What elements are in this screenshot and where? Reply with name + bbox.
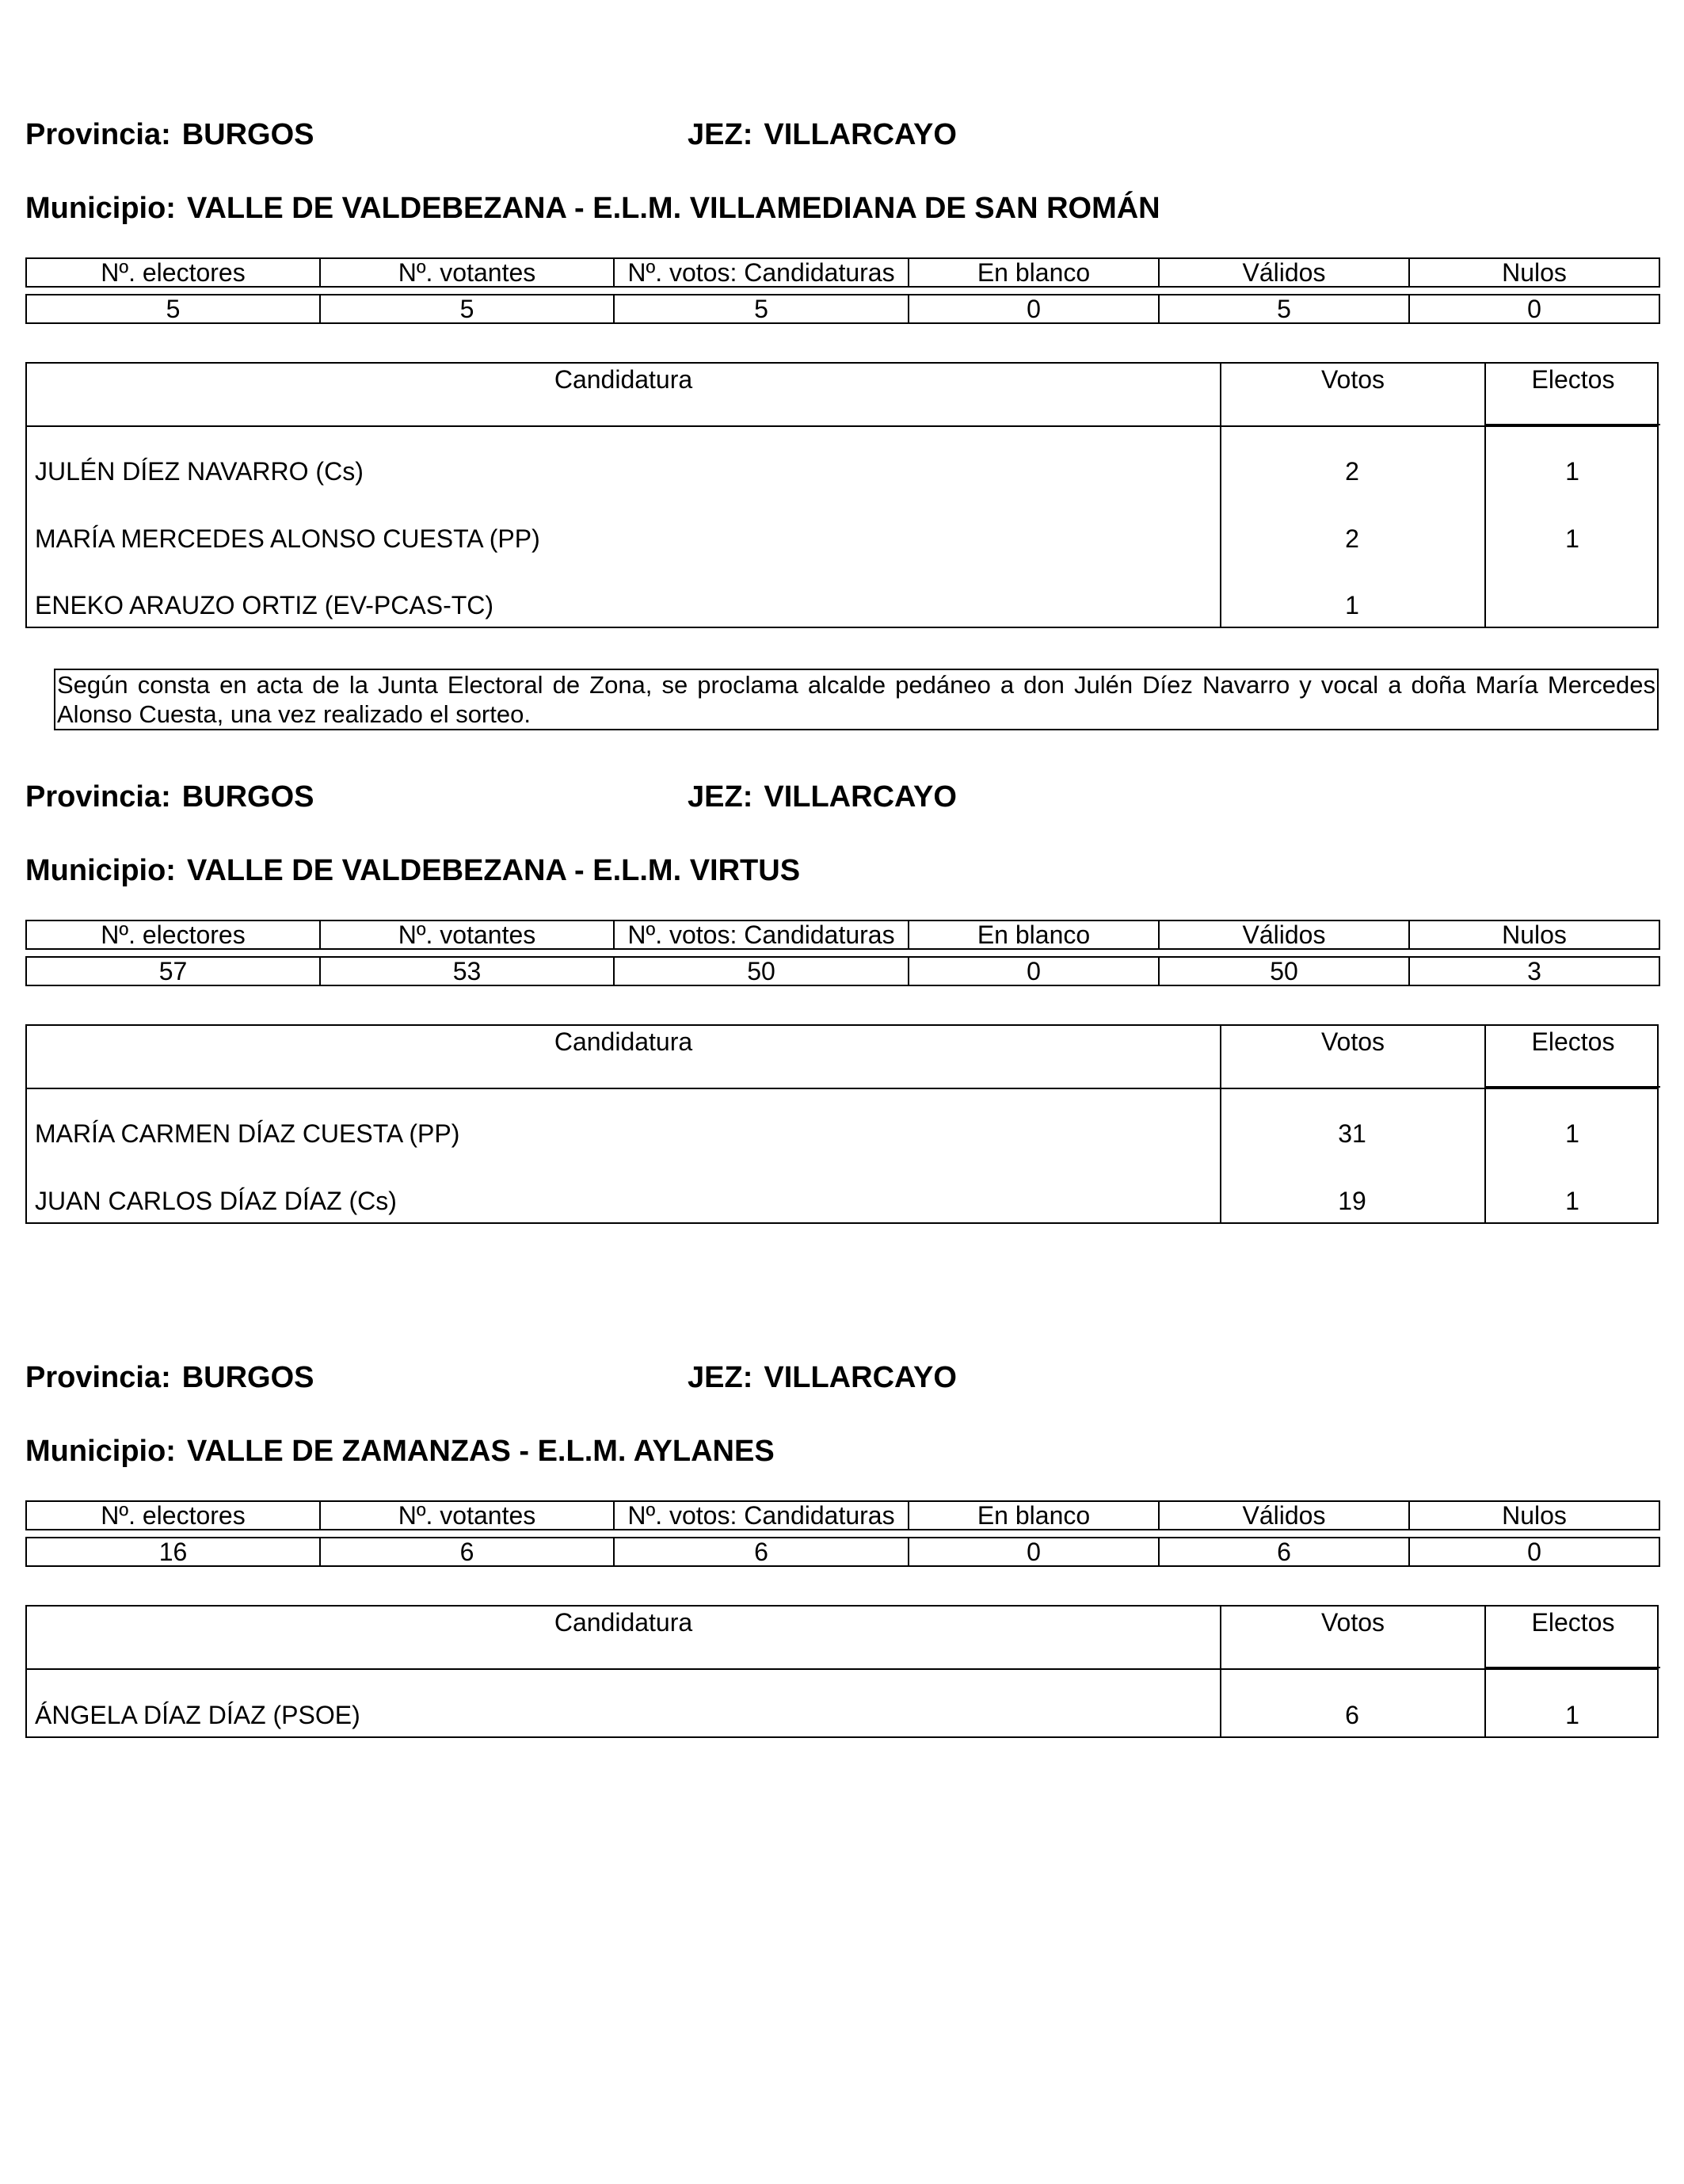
candidate-votos: 1 xyxy=(1345,591,1359,619)
candidate-row xyxy=(27,1157,1657,1224)
jez-value: VILLARCAYO xyxy=(764,118,957,151)
provincia-label: Provincia: xyxy=(25,118,171,151)
jez-label: JEZ: xyxy=(688,1361,753,1394)
stat-header: Nº. electores xyxy=(26,920,320,949)
candidates-header xyxy=(27,364,1657,427)
stat-value: 50 xyxy=(1159,957,1409,985)
stat-value: 5 xyxy=(614,295,909,323)
stat-header: Nº. votos: Candidaturas xyxy=(614,920,909,949)
stat-header: Nº. electores xyxy=(26,1501,320,1530)
stats-header-row xyxy=(26,1501,1659,1530)
jez-label: JEZ: xyxy=(688,780,753,814)
candidates-table xyxy=(25,362,1659,628)
stat-header: Nulos xyxy=(1409,258,1659,287)
header-electos: Electos xyxy=(1484,1607,1660,1668)
stats-header-row xyxy=(26,258,1659,287)
stats-header-row xyxy=(26,920,1659,949)
stat-header: Válidos xyxy=(1159,258,1409,287)
candidate-votos: 6 xyxy=(1345,1701,1359,1729)
jez-label: JEZ: xyxy=(688,118,753,151)
candidate-electos: 1 xyxy=(1565,1119,1579,1148)
candidates-table xyxy=(25,1024,1659,1224)
stats-table xyxy=(25,257,1660,324)
proclamation-note: Según consta en acta de la Junta Electoral de Zona, se proclama alcalde pedáneo a don Julén Díez Navarro y vocal a doña María Mercedes Alonso Cuesta, una vez realizado el sorteo. xyxy=(54,669,1659,730)
stat-header: Válidos xyxy=(1159,920,1409,949)
jez-line xyxy=(688,779,957,814)
header-candidatura: Candidatura xyxy=(554,1608,693,1637)
stat-header: Nº. votantes xyxy=(320,920,614,949)
stats-table xyxy=(25,1500,1660,1567)
stat-value: 53 xyxy=(320,957,614,985)
stats-value-row xyxy=(26,957,1659,985)
candidate-votos: 31 xyxy=(1338,1119,1366,1148)
provincia-line xyxy=(25,779,957,814)
candidate-votos: 2 xyxy=(1345,457,1359,486)
municipio-label: Municipio: xyxy=(25,854,176,887)
stats-value-row xyxy=(26,295,1659,323)
jez-line xyxy=(688,1360,957,1395)
stats-value-row xyxy=(26,1538,1659,1566)
candidate-name: MARÍA MERCEDES ALONSO CUESTA (PP) xyxy=(35,524,540,553)
stat-header: En blanco xyxy=(909,920,1159,949)
header-candidatura: Candidatura xyxy=(554,365,693,394)
municipio-value: VALLE DE VALDEBEZANA - E.L.M. VIRTUS xyxy=(186,854,801,887)
header-electos: Electos xyxy=(1484,364,1660,425)
stat-header: Nº. votantes xyxy=(320,1501,614,1530)
provincia-value: BURGOS xyxy=(181,118,314,151)
candidate-votos: 2 xyxy=(1345,524,1359,553)
municipio-line xyxy=(25,853,800,888)
candidates-table xyxy=(25,1605,1659,1738)
candidate-electos: 1 xyxy=(1565,1701,1579,1729)
provincia-value: BURGOS xyxy=(181,1361,314,1394)
stat-header: Nº. electores xyxy=(26,258,320,287)
stat-value: 6 xyxy=(320,1538,614,1566)
candidate-row xyxy=(27,427,1657,494)
stat-header: Nº. votos: Candidaturas xyxy=(614,1501,909,1530)
provincia-label: Provincia: xyxy=(25,780,171,814)
candidate-name: JUAN CARLOS DÍAZ DÍAZ (Cs) xyxy=(35,1187,397,1215)
stats-table xyxy=(25,920,1660,986)
stat-header: Nº. votos: Candidaturas xyxy=(614,258,909,287)
stat-value: 5 xyxy=(26,295,320,323)
stat-value: 0 xyxy=(909,957,1159,985)
stat-value: 5 xyxy=(320,295,614,323)
candidate-electos: 1 xyxy=(1565,457,1579,486)
stat-value: 0 xyxy=(909,295,1159,323)
stat-value: 3 xyxy=(1409,957,1659,985)
stat-header: En blanco xyxy=(909,1501,1159,1530)
candidate-row xyxy=(27,1670,1657,1738)
stat-value: 50 xyxy=(614,957,909,985)
stat-value: 16 xyxy=(26,1538,320,1566)
provincia-line xyxy=(25,1360,957,1395)
jez-line xyxy=(688,117,957,152)
municipio-value: VALLE DE VALDEBEZANA - E.L.M. VILLAMEDIANA DE SAN ROMÁN xyxy=(186,192,1160,225)
candidate-name: ENEKO ARAUZO ORTIZ (EV-PCAS-TC) xyxy=(35,591,494,619)
candidate-votos: 19 xyxy=(1338,1187,1366,1215)
candidate-name: JULÉN DÍEZ NAVARRO (Cs) xyxy=(35,457,364,486)
candidate-name: ÁNGELA DÍAZ DÍAZ (PSOE) xyxy=(35,1701,360,1729)
candidates-header xyxy=(27,1026,1657,1089)
candidate-name: MARÍA CARMEN DÍAZ CUESTA (PP) xyxy=(35,1119,460,1148)
stat-value: 0 xyxy=(909,1538,1159,1566)
provincia-value: BURGOS xyxy=(181,780,314,814)
stat-header: En blanco xyxy=(909,258,1159,287)
header-votos: Votos xyxy=(1220,1607,1484,1668)
municipio-label: Municipio: xyxy=(25,192,176,225)
header-candidatura: Candidatura xyxy=(554,1027,693,1056)
stat-header: Nº. votantes xyxy=(320,258,614,287)
provincia-label: Provincia: xyxy=(25,1361,171,1394)
jez-value: VILLARCAYO xyxy=(764,1361,957,1394)
stat-value: 6 xyxy=(1159,1538,1409,1566)
stat-value: 0 xyxy=(1409,295,1659,323)
municipio-value: VALLE DE ZAMANZAS - E.L.M. AYLANES xyxy=(186,1435,775,1468)
candidate-electos: 1 xyxy=(1565,1187,1579,1215)
stat-value: 57 xyxy=(26,957,320,985)
stat-value: 0 xyxy=(1409,1538,1659,1566)
provincia-line xyxy=(25,117,957,152)
municipio-label: Municipio: xyxy=(25,1435,176,1468)
header-votos: Votos xyxy=(1220,364,1484,425)
candidate-row xyxy=(27,562,1657,628)
municipio-line xyxy=(25,1434,775,1469)
candidate-row xyxy=(27,494,1657,562)
stat-value: 6 xyxy=(614,1538,909,1566)
stat-header: Nulos xyxy=(1409,920,1659,949)
stat-header: Nulos xyxy=(1409,1501,1659,1530)
stat-value: 5 xyxy=(1159,295,1409,323)
header-votos: Votos xyxy=(1220,1026,1484,1088)
candidate-row xyxy=(27,1089,1657,1157)
header-electos: Electos xyxy=(1484,1026,1660,1088)
candidates-header xyxy=(27,1607,1657,1670)
jez-value: VILLARCAYO xyxy=(764,780,957,814)
municipio-line xyxy=(25,191,1160,226)
stat-header: Válidos xyxy=(1159,1501,1409,1530)
candidate-electos: 1 xyxy=(1565,524,1579,553)
